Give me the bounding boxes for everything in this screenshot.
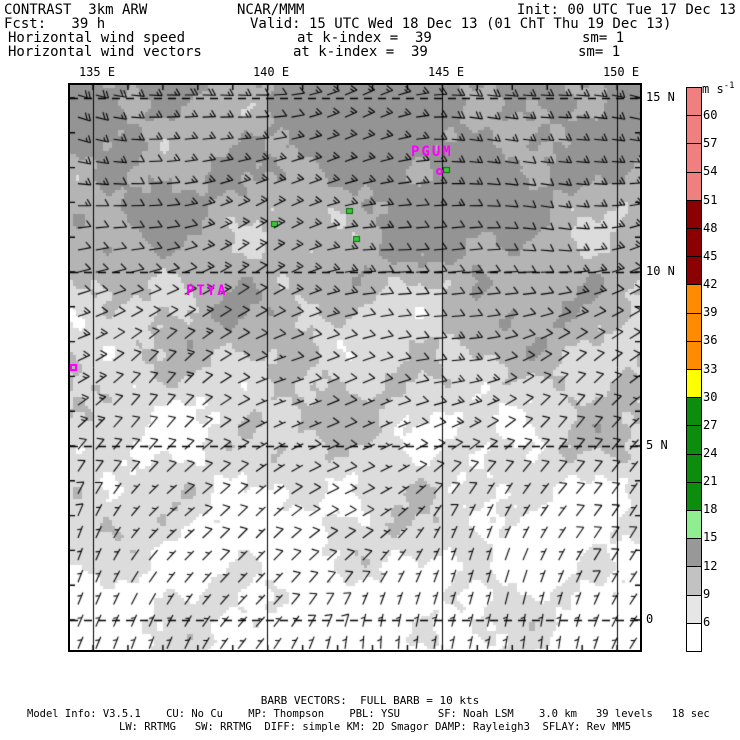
field2-smoothing: sm= 1 (578, 44, 621, 60)
x-tick-label: 145 E (427, 65, 465, 79)
colorbar-labels (703, 87, 739, 650)
x-tick-label: 135 E (78, 65, 116, 79)
model-info-line: Model Info: V3.5.1 CU: No Cu MP: Thompson PBL: YSU SF: Noah LSM 3.0 km 39 levels 18 sec (27, 708, 710, 720)
colorbar-segment (687, 173, 701, 201)
colorbar-segment (687, 144, 701, 172)
station-label: PGUM (411, 144, 453, 160)
colorbar-tick-label: 9 (703, 587, 711, 601)
station-marker-square (70, 364, 77, 371)
model-title: CONTRAST 3km ARW (4, 2, 148, 18)
x-tick-label: 150 E (602, 65, 640, 79)
colorbar-segment (687, 116, 701, 144)
x-axis-labels (0, 66, 740, 80)
unit-exponent: -1 (723, 81, 735, 91)
colorbar-tick-label: 27 (703, 418, 718, 432)
colorbar-segment (687, 539, 701, 567)
colorbar-segment (687, 201, 701, 229)
valid-time: Valid: 15 UTC Wed 18 Dec 13 (01 ChT Thu 19 Dec 13) (250, 16, 672, 32)
y-tick-label: 0 (646, 612, 654, 626)
init-time: Init: 00 UTC Tue 17 Dec 13 (516, 2, 736, 18)
colorbar-segment (687, 88, 701, 116)
y-tick-label: 10 N (646, 264, 675, 278)
unit-text: m s (702, 82, 724, 96)
colorbar-tick-label: 30 (703, 390, 718, 404)
field1-level: at k-index = 39 (297, 30, 432, 46)
colorbar-tick-label: 57 (703, 136, 718, 150)
colorbar-segment (687, 511, 701, 539)
colorbar-segment (687, 342, 701, 370)
colorbar-tick-label: 54 (703, 164, 718, 178)
colorbar-segment (687, 624, 701, 651)
field1-name: Horizontal wind speed (8, 30, 186, 46)
colorbar-segment (687, 596, 701, 624)
colorbar-unit-label (702, 80, 735, 95)
colorbar-segment (687, 229, 701, 257)
colorbar-segment (687, 285, 701, 313)
colorbar-tick-label: 21 (703, 474, 718, 488)
wind-map-canvas (70, 85, 640, 650)
colorbar-segment (687, 455, 701, 483)
y-axis-labels (646, 0, 686, 740)
colorbar-segment (687, 257, 701, 285)
field2-level: at k-index = 39 (293, 44, 428, 60)
colorbar-tick-label: 60 (703, 108, 718, 122)
x-tick-label: 140 E (252, 65, 290, 79)
colorbar-tick-label: 12 (703, 559, 718, 573)
colorbar (686, 87, 702, 652)
physics-line: LW: RRTMG SW: RRTMG DIFF: simple KM: 2D Smagor DAMP: Rayleigh3 SFLAY: Rev MM5 (119, 721, 632, 733)
colorbar-segment (687, 314, 701, 342)
colorbar-tick-label: 42 (703, 277, 718, 291)
colorbar-tick-label: 48 (703, 221, 718, 235)
y-tick-label: 5 N (646, 438, 668, 452)
colorbar-tick-label: 51 (703, 193, 718, 207)
colorbar-tick-label: 36 (703, 333, 718, 347)
colorbar-tick-label: 45 (703, 249, 718, 263)
colorbar-tick-label: 24 (703, 446, 718, 460)
barb-legend-note: BARB VECTORS: FULL BARB = 10 kts (260, 694, 480, 707)
colorbar-segment (687, 483, 701, 511)
colorbar-tick-label: 39 (703, 305, 718, 319)
station-label: PTYA (186, 283, 228, 299)
center-name: NCAR/MMM (237, 2, 305, 18)
colorbar-tick-label: 15 (703, 530, 718, 544)
colorbar-tick-label: 6 (703, 615, 711, 629)
colorbar-tick-label: 18 (703, 502, 718, 516)
colorbar-segment (687, 370, 701, 398)
field2-name: Horizontal wind vectors (8, 44, 202, 60)
station-marker-circle (436, 168, 443, 175)
colorbar-segment (687, 426, 701, 454)
colorbar-segment (687, 398, 701, 426)
colorbar-tick-label: 33 (703, 362, 718, 376)
y-tick-label: 15 N (646, 90, 675, 104)
field1-smoothing: sm= 1 (582, 30, 625, 46)
colorbar-segment (687, 567, 701, 595)
forecast-hour: Fcst: 39 h (4, 16, 106, 32)
